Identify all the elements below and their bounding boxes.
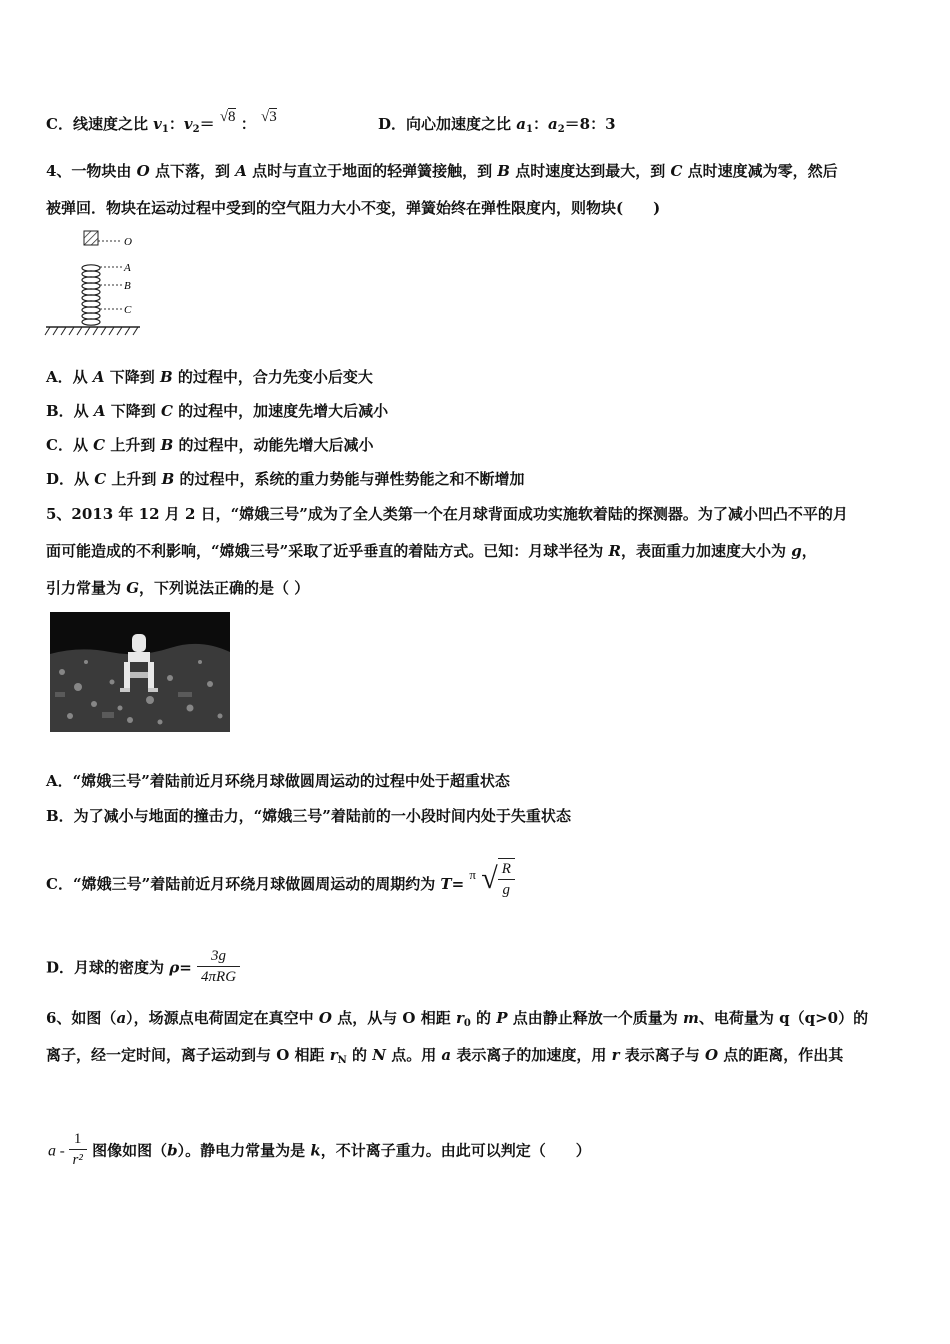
label-O: O <box>124 236 132 248</box>
q4-option-a: A．从 A 下降到 B 的过程中，合力先变小后变大 <box>46 368 373 386</box>
q5-stem-line1: 5、2013 年 12 月 2 日，“嫦娥三号”成为了全人类第一个在月球背面成功实施软着陆的探测器。为了减小凹凸不平的月 <box>46 505 848 523</box>
sqrt-3: √3 <box>261 109 277 125</box>
sqrt-R-over-g: √ $\frac{R}{g}$ <box>481 858 515 900</box>
q5-option-b: B．为了减小与地面的撞击力，“嫦娥三号”着陆前的一小段时间内处于失重状态 <box>46 807 571 825</box>
label-C: C <box>124 304 132 316</box>
sqrt-8: √8 <box>219 109 236 125</box>
q5-option-c: C．“嫦娥三号”着陆前近月环绕月球做圆周运动的周期约为 T= π √ $\frac{R}{g}$ <box>46 864 515 906</box>
density-fraction: $\frac{3g}{\text{4πRG}}$ <box>197 946 240 987</box>
q5-stem-line3: 引力常量为 G，下列说法正确的是（ ） <box>46 579 310 597</box>
q3-option-d: D．向心加速度之比 $a_1$：$a_2=8$：3 <box>378 115 616 135</box>
q6-stem-line3: a - $\frac{1}{\text{r²}}$ 图像如图（b）。静电力常量为是 k，不计离子重力。由此可以判定（ ） <box>48 1131 591 1168</box>
q5-option-a: A．“嫦娥三号”着陆前近月环绕月球做圆周运动的过程中处于超重状态 <box>46 772 510 790</box>
label-B: B <box>124 280 131 292</box>
moon-lander-photo <box>50 612 230 732</box>
one-over-r-squared: $\frac{1}{\text{r²}}$ <box>69 1129 87 1170</box>
block <box>84 231 98 245</box>
q4-option-c: C．从 C 上升到 B 的过程中，动能先增大后减小 <box>46 436 374 454</box>
q6-stem-line2: 离子，经一定时间，离子运动到与 O 相距 $r_N$ 的 N 点。用 a 表示离子的加速度，用 r 表示离子与 O 点的距离，作出其 <box>46 1046 844 1066</box>
q4-option-d: D．从 C 上升到 B 的过程中，系统的重力势能与弹性势能之和不断增加 <box>46 470 525 488</box>
spring <box>82 265 100 325</box>
q5-option-d: D．月球的密度为 ρ= $\frac{3g}{\text{4πRG}}$ <box>46 948 240 989</box>
pi-symbol: π <box>469 867 476 882</box>
q4-stem-line2: 被弹回．物块在运动过程中受到的空气阻力大小不变，弹簧始终在弹性限度内，则物块( ) <box>46 199 661 217</box>
q4-option-b: B．从 A 下降到 C 的过程中，加速度先增大后减小 <box>46 402 389 420</box>
q3-option-c: C．线速度之比 $v_1$：$v_2= √8$ ： √3 <box>46 109 277 135</box>
label-A: A <box>124 262 131 274</box>
spring-figure <box>44 228 154 344</box>
q6-stem-line1: 6、如图（a），场源点电荷固定在真空中 O 点，从与 O 相距 $r_0$ 的 P 点由静止释放一个质量为 m、电荷量为 q（q>0）的 <box>46 1009 869 1029</box>
q5-stem-line2: 面可能造成的不利影响，“嫦娥三号”采取了近乎垂直的着陆方式。已知：月球半径为 R，表面重力加速度大小为 g， <box>46 542 817 560</box>
q4-stem-line1: 4、一物块由 O 点下落，到 A 点时与直立于地面的轻弹簧接触，到 B 点时速度达到最大，到 C 点时速度减为零，然后 <box>46 162 838 180</box>
